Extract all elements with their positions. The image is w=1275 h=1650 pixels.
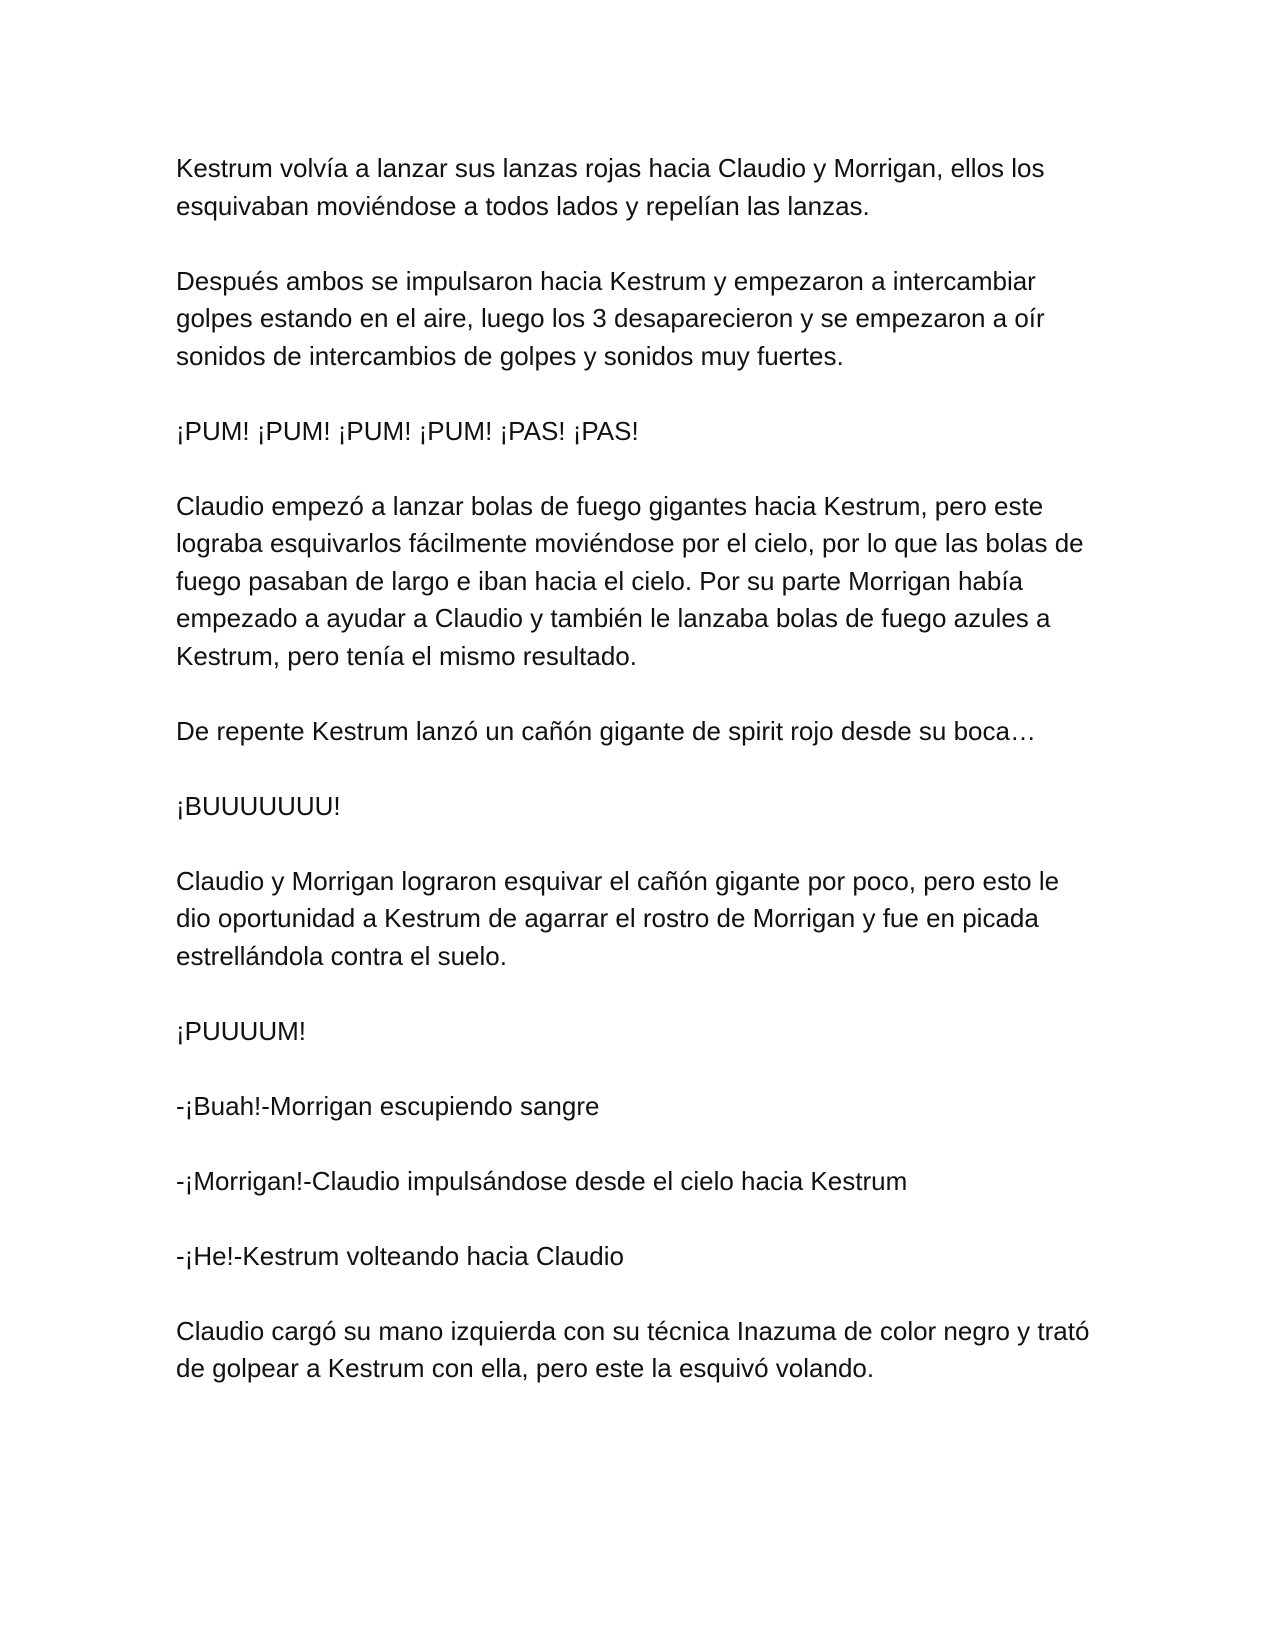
paragraph-4: Claudio empezó a lanzar bolas de fuego gigantes hacia Kestrum, pero este lograba esquivarlos fácilmente moviéndose por el cielo, por lo que las bolas de fuego pasaban de largo e iban hacia el cielo. Por su parte Morrigan había empezado a ayudar a Claudio y también le lanzaba bolas de fuego azules a Kestrum, pero tenía el mismo resultado. xyxy=(176,490,1084,671)
paragraph-10: -¡Morrigan!-Claudio impulsándose desde el cielo hacia Kestrum xyxy=(176,1165,908,1196)
paragraph-2: Después ambos se impulsaron hacia Kestrum y empezaron a intercambiar golpes estando en el aire, luego los 3 desaparecieron y se empezaron a oír sonidos de intercambios de golpes y sonidos muy fuertes. xyxy=(176,265,1045,371)
paragraph-6: ¡BUUUUUUU! xyxy=(176,790,341,821)
paragraph-9: -¡Buah!-Morrigan escupiendo sangre xyxy=(176,1090,600,1121)
paragraph-12: Claudio cargó su mano izquierda con su técnica Inazuma de color negro y trató de golpear a Kestrum con ella, pero este la esquivó volando. xyxy=(176,1315,1090,1383)
paragraph-7: Claudio y Morrigan lograron esquivar el cañón gigante por poco, pero esto le dio oportunidad a Kestrum de agarrar el rostro de Morrigan y fue en picada estrellándola contra el suelo. xyxy=(176,865,1060,971)
paragraph-11: -¡He!-Kestrum volteando hacia Claudio xyxy=(176,1240,624,1271)
paragraph-8: ¡PUUUUM! xyxy=(176,1015,306,1046)
document-page xyxy=(176,150,1096,1388)
paragraph-1: Kestrum volvía a lanzar sus lanzas rojas hacia Claudio y Morrigan, ellos los esquivaban moviéndose a todos lados y repelían las lanzas. xyxy=(176,153,1045,221)
paragraph-3: ¡PUM! ¡PUM! ¡PUM! ¡PUM! ¡PAS! ¡PAS! xyxy=(176,415,639,446)
paragraph-5: De repente Kestrum lanzó un cañón gigante de spirit rojo desde su boca… xyxy=(176,715,1036,746)
